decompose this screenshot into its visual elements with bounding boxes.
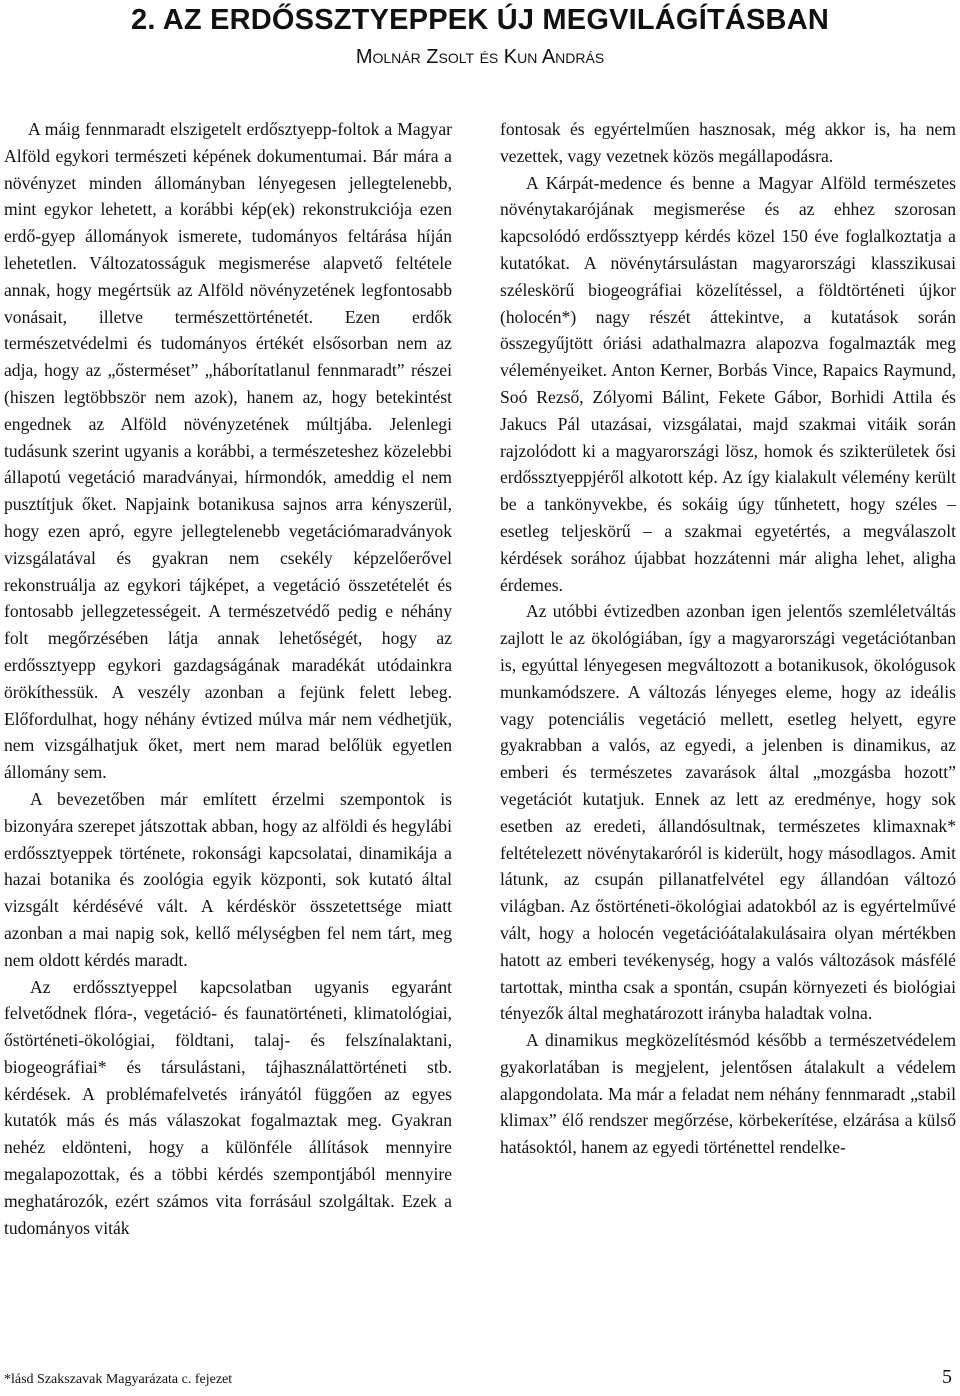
page-number: 5 <box>942 1366 952 1388</box>
body-paragraph: Az utóbbi évtizedben azonban igen jelentős szemléletváltás zajlott le az ökológiában, így a magyarországi vegetációtanban is, egyúttal lényegesen megváltozott a botanikusok, ökológusok munkamódszere. A változás lényeges eleme, hogy az ideális vagy potenciális vegetáció mellett, esetleg helyett, egyre gyakrabban a valós, az egyedi, a jelenben is dinamikus, az emberi és természetes zavarások által „mozgásba hozott” vegetációt kutatjuk. Ennek az lett az eredménye, hogy sok esetben az eredeti, állandósultnak, természetes klimaxnak* feltételezett növénytakaróról is kiderült, hogy másodlagos. Amit látunk, az csupán pillanatfelvétel egy állandóan változó világban. Az őstörténeti-ökológiai adatokból az is egyértelművé vált, hogy a holocén vegetációátalakulásaira olyan mértékben hatott az emberi tevékenység, hogy a valós változások másfélé tartottak, mintha csak a spontán, csupán környezeti és biológiai tényezők által meghatározott irányba haladtak volna. <box>500 601 956 1024</box>
left-column <box>4 116 452 1241</box>
body-paragraph: A Kárpát-medence és benne a Magyar Alföld természetes növénytakarójának megismerése és az ehhez szorosan kapcsolódó erdőssztyepp kérdés közel 150 éve foglalkoztatja a kutatókat. A növénytársulástan magyarországi klasszikusai széleskörű biogeográfiai közelítéssel, a földtörténeti újkor (holocén*) nagy részét áttekintve, a kutatások során összegyűjtött óriási adathalmazra alapozva fogalmazták meg véleményeiket. Anton Kerner, Borbás Vince, Rapaics Raymund, Soó Rezső, Zólyomi Bálint, Fekete Gábor, Borhidi Attila és Jakucs Pál utazásai, vizsgálatai, majd szakmai vitáik során rajzolódott ki a magyarországi lösz, homok és szikterületek ősi erdőssztyeppjéről alkotott kép. Az így kialakult vélemény került be a tankönyvekbe, és sokáig úgy tűnhetett, hogy széles – esetleg teljeskörű – a szakmai egyetértés, a megválaszolt kérdések sorához újabbat hozzátenni már aligha lehet, aligha érdemes. <box>500 172 956 595</box>
body-paragraph: fontosak és egyértelműen hasznosak, még akkor is, ha nem vezettek, vagy vezetnek közös megállapodásra. <box>500 119 956 166</box>
body-paragraph: Az erdőssztyeppel kapcsolatban ugyanis egyaránt felvetődnek flóra-, vegetáció- és faunatörténeti, klimatológiai, őstörténeti-ökológiai, földtani, talaj- és felszínalaktani, biogeográfiai* és társulástani, tájhasználattörténeti stb. kérdések. A problémafelvetés irányától függően az egyes kutatók más és más válaszokat fogalmaztak meg. Gyakran nehéz eldönteni, hogy a különféle állítások mennyire megalapozottak, és a többi kérdés szempontjából mennyire meghatározók, ezért számos vita forrásául szolgáltak. Ezek a tudományos viták <box>4 976 452 1238</box>
right-column <box>500 116 956 1161</box>
chapter-authors: Molnár Zsolt és Kun András <box>355 46 605 68</box>
body-paragraph: A máig fennmaradt elszigetelt erdősztyepp-foltok a Magyar Alföld egykori természeti képének dokumentumai. Bár mára a növényzet minden állományban lényegesen jellegtelenebb, mint egykor lehetett, a korábbi kép(ek) rekonstrukciója ezen erdő-gyep állományok ismerete, tudományos feltárása híján lehetetlen. Változatosságuk megismerése alapvető feltétele annak, hogy megértsük az Alföld növényzetének legfontosabb vonásait, illetve természettörténetét. Ezen erdők természetvédelmi és tudományos értékét elsősorban nem az adja, hogy az „ősterméset” „háborítatlanul fennmaradt” részei (hiszen legtöbbször nem azok), hanem az, hogy betekintést engednek az Alföld növényzetének múltjába. Jelenlegi tudásunk szerint ugyanis a korábbi, a természeteshez közelebbi állapotú vegetáció maradványai, hírmondók, ameddig el nem pusztítjuk őket. Napjaink botanikusa sajnos arra kényszerül, hogy ezen apró, egyre jellegtelenebb vegetációmaradványok vizsgálatával és gyakran nem csekély képzelőerővel rekonstruálja az egykori tájképet, a vegetáció összetételét és fontosabb jellegzetességeit. A természetvédő pedig e néhány folt megőrzésében látja annak lehetőségét, hogy az erdőssztyepp egykori gazdagságának maradékát utódainkra örökíthessük. A veszély azonban a fejünk felett lebeg. Előfordulhat, hogy néhány évtized múlva már nem védhetjük, nem vizsgálhatjuk őket, mert nem marad belőlük egyetlen állomány sem. <box>4 119 452 783</box>
body-paragraph: A dinamikus megközelítésmód később a természetvédelem gyakorlatában is megjelent, jelentősen átalakult a védelem alapgondolata. Ma már a feladat nem néhány fennmaradt „stabil klimax” élő rendszer megőrzése, körbekerítése, elzárása a külső hatásoktól, hanem az egyedi történettel rendelke- <box>500 1030 956 1158</box>
chapter-title: 2. AZ ERDŐSSZTYEPPEK ÚJ MEGVILÁGÍTÁSBAN <box>131 4 829 36</box>
footnote: *lásd Szakszavak Magyarázata c. fejezet <box>4 1372 233 1387</box>
body-paragraph: A bevezetőben már említett érzelmi szempontok is bizonyára szerepet játszottak abban, hogy az alföldi és hegylábi erdőssztyeppek története, rokonsági kapcsolatai, dinamikája a hazai botanika és zoológia egyik központi, sok kutató által vizsgált kérdésévé vált. A kérdéskör összetettsége miatt azonban a mai napig sok, kellő mélységben fel nem tárt, meg nem oldott kérdés maradt. <box>4 788 452 970</box>
